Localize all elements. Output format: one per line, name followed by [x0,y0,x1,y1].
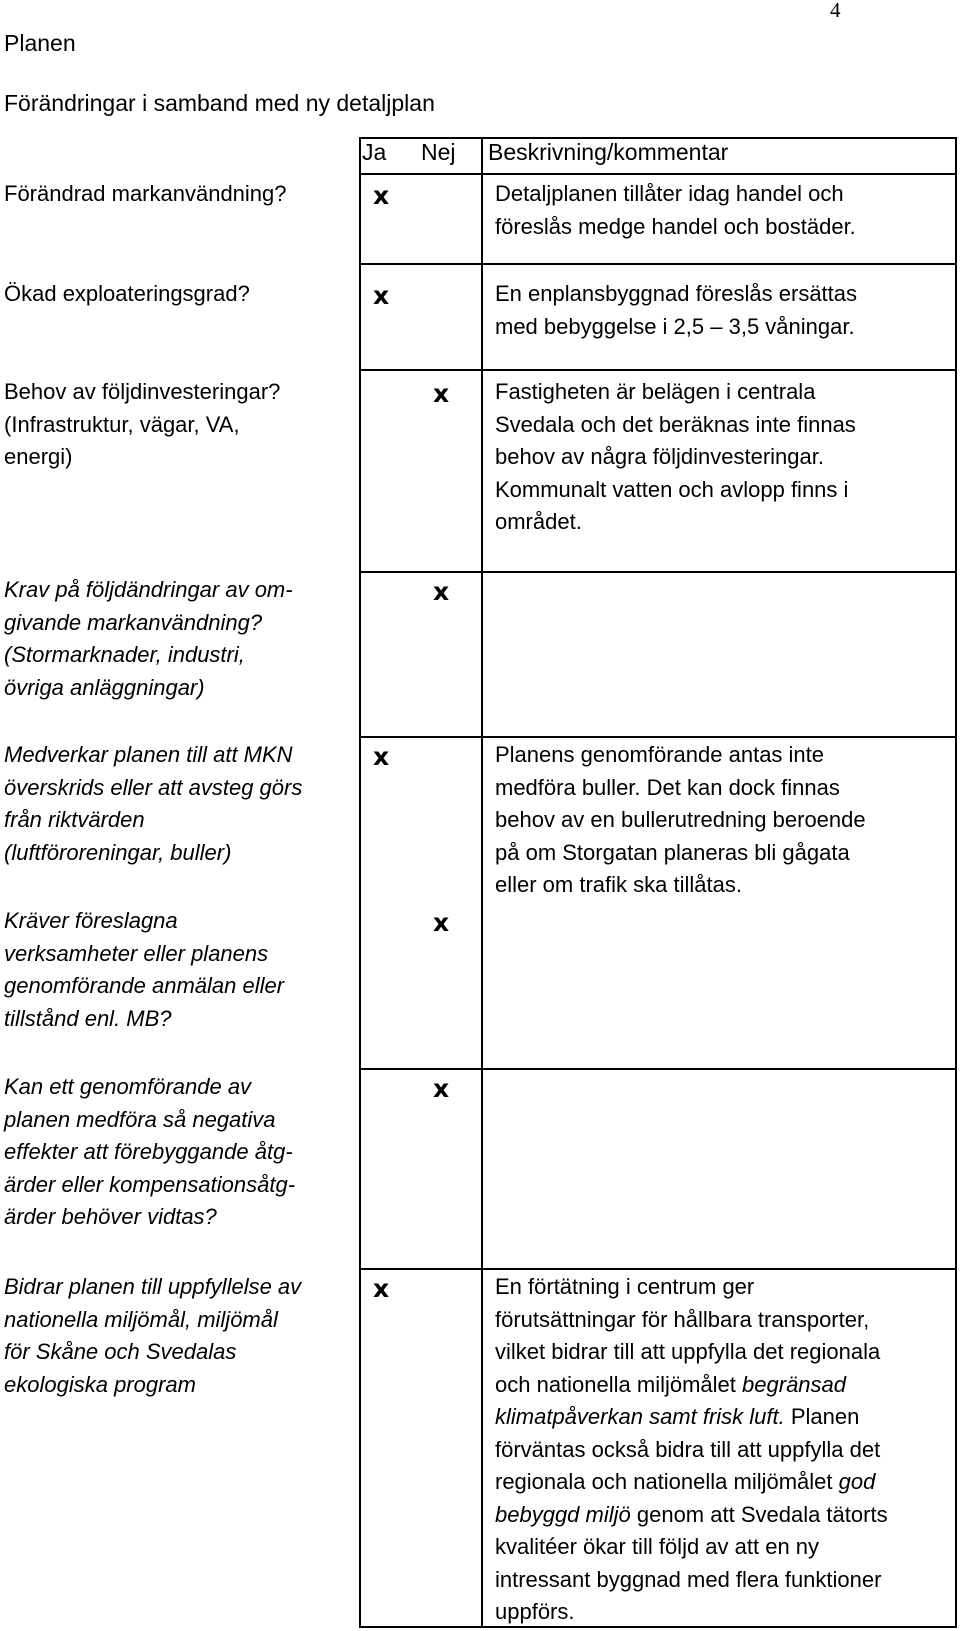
comment-land-use-change: Detaljplanen tillåter idag handel och föreslås medge handel och bostäder. [495,181,856,239]
column-header-nej: Nej [421,139,456,165]
comment-mkn-exceeded: Planens genomförande antas inte medföra buller. Det kan dock finnas behov av en bullerutredning beroende på om Storgatan planeras bli gågata eller om trafik ska tillåtas. [495,742,866,897]
checkmark-nej: x [433,379,450,408]
column-header-ja: Ja [362,139,387,165]
table-line [359,1068,957,1070]
checkmark-ja: x [373,281,390,310]
question-land-use-change: Förändrad markanvändning? [4,181,287,206]
emphasis-text: begränsad [742,1371,847,1397]
question-environmental-goals: Bidrar planen till uppfyllelse av nationella miljömål, miljömål för Skåne och Svedalas ekologiska program [4,1274,302,1397]
checkmark-nej: x [433,908,450,937]
emphasis-text: god [838,1469,876,1494]
page-number: 4 [830,0,841,22]
table-border-left [359,137,361,1628]
section-title: Planen [4,30,76,56]
question-permit-required: Kräver föreslagna verksamheter eller planens genomförande anmälan eller tillstånd enl. MB? [4,908,285,1031]
table-line [359,173,957,175]
column-header-comment: Beskrivning/kommentar [488,139,729,165]
emphasis-text: bebyggd miljö [495,1501,631,1527]
comment-follow-up-investments: Fastigheten är belägen i centrala Svedala och det beräknas inte finnas behov av några följdinvesteringar. Kommunalt vatten och avlopp finns i området. [495,379,856,534]
table-line [359,369,957,371]
table-border-right [955,137,957,1628]
section-subtitle: Förändringar i samband med ny detaljplan [4,90,435,116]
table-border-comment-left [481,137,483,1628]
question-negative-effects: Kan ett genomförande av planen medföra så negativa effekter att förebyggande åtg- ärder eller kompensationsåtg- ärder behöver vidtas? [4,1074,296,1229]
question-consequential-changes: Krav på följdändringar av om- givande markanvändning? (Stormarknader, industri, övriga anläggningar) [4,577,293,700]
question-mkn-exceeded: Medverkar planen till att MKN överskrids eller att avsteg görs från riktvärden (luftföroreningar, buller) [4,742,303,865]
comment-environmental-goals: En förtätning i centrum ger förutsättningar för hållbara transporter, vilket bidrar till att uppfylla det regionala och nationella miljömålet begränsad klimatpåverkan samt frisk luft. Planen förväntas också bidra till att uppfylla det regionala och nationella miljömålet god bebyggd miljö genom att Svedala tätorts kvalitéer ökar till följd av att en ny intressant byggnad med flera funktioner uppförs. [495,1274,888,1624]
checkmark-nej: x [433,1074,450,1103]
comment-exploitation: En enplansbyggnad föreslås ersättas med bebyggelse i 2,5 – 3,5 våningar. [495,281,858,339]
table-line [359,263,957,265]
checkmark-ja: x [373,181,390,210]
question-exploitation: Ökad exploateringsgrad? [4,281,250,306]
checkmark-nej: x [433,577,450,606]
checkmark-ja: x [373,742,390,771]
table-line [359,137,957,139]
question-follow-up-investments: Behov av följdinvesteringar? (Infrastruktur, vägar, VA, energi) [4,379,281,469]
emphasis-text: klimatpåverkan samt frisk luft. [495,1404,785,1429]
table-line [359,1268,957,1270]
table-line [359,736,957,738]
checkmark-ja: x [373,1274,390,1303]
table-line [359,571,957,573]
